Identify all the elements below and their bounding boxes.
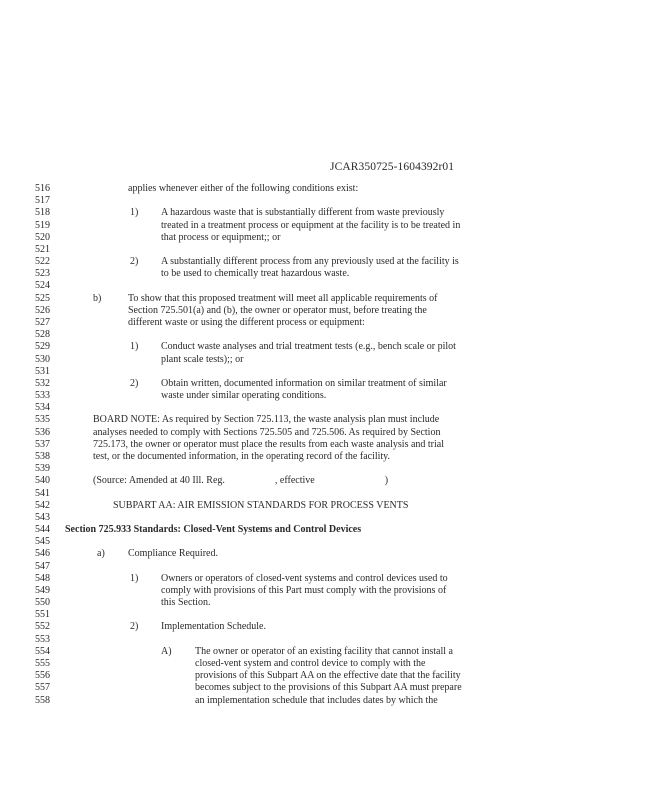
document-line xyxy=(0,658,665,670)
document-line xyxy=(0,488,665,500)
line-text xyxy=(128,548,218,560)
document-line xyxy=(0,305,665,317)
line-text xyxy=(195,695,438,707)
line-text xyxy=(128,305,427,317)
closing-paren: ) xyxy=(384,475,389,487)
document-line xyxy=(0,512,665,524)
line-text-content: to be used to chemically treat hazardous waste. xyxy=(161,268,350,280)
line-text-content: Implementation Schedule. xyxy=(161,621,266,633)
line-text xyxy=(113,500,408,512)
line-number: 551 xyxy=(35,609,50,621)
line-text xyxy=(161,354,243,366)
line-number: 546 xyxy=(35,548,50,560)
line-text xyxy=(93,439,444,451)
document-line xyxy=(0,280,665,292)
item-label: A) xyxy=(161,645,172,657)
document-line xyxy=(0,378,665,390)
document-line xyxy=(0,585,665,597)
document-line xyxy=(0,341,665,353)
document-line xyxy=(0,573,665,585)
item-label: 2) xyxy=(130,621,139,633)
line-text xyxy=(195,682,462,694)
line-number: 537 xyxy=(35,438,50,450)
line-text xyxy=(161,341,456,353)
line-text-content: 725.173, the owner or operator must place the results from each waste analysis and trial xyxy=(93,438,445,450)
document-line xyxy=(0,183,665,195)
line-number: 528 xyxy=(35,329,50,341)
document-line xyxy=(0,354,665,366)
document-line xyxy=(0,451,665,463)
line-text xyxy=(128,183,358,195)
line-text xyxy=(161,256,459,268)
line-number: 544 xyxy=(35,524,50,536)
line-number: 550 xyxy=(35,597,50,609)
line-text-content: this Section. xyxy=(161,597,211,609)
document-line xyxy=(0,232,665,244)
line-number: 517 xyxy=(35,195,50,207)
document-line xyxy=(0,463,665,475)
document-line xyxy=(0,414,665,426)
item-label: a) xyxy=(97,548,105,560)
line-number: 547 xyxy=(35,560,50,572)
line-text xyxy=(161,390,326,402)
document-line xyxy=(0,500,665,512)
line-text-content: BOARD NOTE: As required by Section 725.113, the waste analysis plan must include xyxy=(93,414,440,426)
item-label: 1) xyxy=(130,341,139,353)
line-text-content: waste under similar operating conditions. xyxy=(161,390,327,402)
line-number: 531 xyxy=(35,365,50,377)
document-line xyxy=(0,609,665,621)
document-id: JCAR350725-1604392r01 xyxy=(330,161,455,173)
line-text xyxy=(128,317,365,329)
line-text xyxy=(93,427,440,439)
line-number: 527 xyxy=(35,316,50,328)
line-text-content: To show that this proposed treatment will meet all applicable requirements of xyxy=(128,292,438,304)
line-text xyxy=(161,585,446,597)
line-number: 549 xyxy=(35,584,50,596)
line-text-content: The owner or operator of an existing facility that cannot install a xyxy=(195,645,453,657)
line-text xyxy=(93,451,390,463)
line-text xyxy=(93,414,439,426)
item-label: 2) xyxy=(130,377,139,389)
line-number: 535 xyxy=(35,414,50,426)
line-text-content: comply with provisions of this Part must comply with the provisions of xyxy=(161,584,447,596)
line-number: 548 xyxy=(35,572,50,584)
line-number: 534 xyxy=(35,402,50,414)
document-line xyxy=(0,195,665,207)
line-text-content: Owners or operators of closed-vent systems and control devices used to xyxy=(161,572,448,584)
effective-label: , effective xyxy=(274,475,315,487)
line-text xyxy=(161,573,448,585)
line-number: 554 xyxy=(35,645,50,657)
line-text-content: A hazardous waste that is substantially different from waste previously xyxy=(161,207,445,219)
line-number: 518 xyxy=(35,207,50,219)
line-text-content: test, or the documented information, in the operating record of the facility. xyxy=(93,450,391,462)
document-line xyxy=(0,402,665,414)
document-line xyxy=(0,268,665,280)
document-line xyxy=(0,390,665,402)
section-heading xyxy=(65,524,361,536)
line-number: 543 xyxy=(35,511,50,523)
document-line xyxy=(0,220,665,232)
line-number: 530 xyxy=(35,353,50,365)
line-text-content: Conduct waste analyses and trial treatment tests (e.g., bench scale or pilot xyxy=(161,341,456,353)
document-line xyxy=(0,317,665,329)
document-line xyxy=(0,670,665,682)
line-text xyxy=(93,475,388,487)
line-text-content: (Source: Amended at 40 Ill. Reg. xyxy=(93,475,225,487)
document-line xyxy=(0,682,665,694)
line-number: 558 xyxy=(35,694,50,706)
line-text-content: plant scale tests);; or xyxy=(161,353,244,365)
line-text-content: Obtain written, documented information on similar treatment of similar xyxy=(161,377,447,389)
line-number: 516 xyxy=(35,183,50,194)
line-text xyxy=(195,646,453,658)
document-line xyxy=(0,475,665,487)
line-number: 532 xyxy=(35,377,50,389)
document-line xyxy=(0,329,665,341)
item-label: 1) xyxy=(130,572,139,584)
document-line xyxy=(0,256,665,268)
line-text-content: A substantially different process from any previously used at the facility is xyxy=(161,256,459,268)
document-line xyxy=(0,293,665,305)
line-text xyxy=(195,670,461,682)
line-number: 523 xyxy=(35,268,50,280)
document-line xyxy=(0,646,665,658)
line-text xyxy=(161,597,210,609)
line-number: 526 xyxy=(35,304,50,316)
document-line xyxy=(0,561,665,573)
line-number: 538 xyxy=(35,450,50,462)
line-number: 529 xyxy=(35,341,50,353)
line-text-content: closed-vent system and control device to comply with the xyxy=(195,658,426,670)
line-number: 524 xyxy=(35,280,50,292)
line-number: 522 xyxy=(35,256,50,268)
line-text xyxy=(161,621,266,633)
document-line xyxy=(0,536,665,548)
line-number: 521 xyxy=(35,243,50,255)
line-text-content: SUBPART AA: AIR EMISSION STANDARDS FOR PROCESS VENTS xyxy=(113,499,409,511)
line-text-content: Compliance Required. xyxy=(128,548,218,560)
document-line xyxy=(0,621,665,633)
document-line xyxy=(0,524,665,536)
line-text xyxy=(195,658,426,670)
line-number: 536 xyxy=(35,426,50,438)
document-line xyxy=(0,695,665,707)
line-number: 557 xyxy=(35,682,50,694)
line-number: 555 xyxy=(35,658,50,670)
line-text xyxy=(161,378,447,390)
line-number: 541 xyxy=(35,487,50,499)
document-line xyxy=(0,548,665,560)
document-line xyxy=(0,207,665,219)
document-line xyxy=(0,634,665,646)
line-number: 533 xyxy=(35,390,50,402)
line-text-content: analyses needed to comply with Sections 725.505 and 725.506. As required by Section xyxy=(93,426,441,438)
line-text-content: provisions of this Subpart AA on the effective date that the facility xyxy=(195,670,461,682)
line-text-content: an implementation schedule that includes dates by which the xyxy=(195,694,438,706)
document-line xyxy=(0,366,665,378)
line-text-content: applies whenever either of the following conditions exist: xyxy=(128,183,359,194)
line-text xyxy=(161,207,444,219)
line-text-content: treated in a treatment process or equipment at the facility is to be treated in xyxy=(161,219,461,231)
document-line xyxy=(0,597,665,609)
line-text-content: Section 725.933 Standards: Closed-Vent Systems and Control Devices xyxy=(65,524,362,536)
line-number: 525 xyxy=(35,292,50,304)
document-line xyxy=(0,427,665,439)
line-number: 556 xyxy=(35,670,50,682)
item-label: b) xyxy=(93,292,102,304)
item-label: 1) xyxy=(130,207,139,219)
item-label: 2) xyxy=(130,256,139,268)
line-text xyxy=(161,220,460,232)
line-text xyxy=(161,268,349,280)
line-number: 539 xyxy=(35,463,50,475)
line-number: 542 xyxy=(35,499,50,511)
document-line xyxy=(0,439,665,451)
line-text-content: becomes subject to the provisions of this Subpart AA must prepare xyxy=(195,682,462,694)
line-number: 553 xyxy=(35,633,50,645)
line-number: 552 xyxy=(35,621,50,633)
line-text xyxy=(161,232,280,244)
line-text xyxy=(128,293,438,305)
line-number: 520 xyxy=(35,231,50,243)
line-number: 545 xyxy=(35,536,50,548)
line-text-content: Section 725.501(a) and (b), the owner or operator must, before treating the xyxy=(128,304,427,316)
line-number: 519 xyxy=(35,219,50,231)
line-text-content: different waste or using the different process or equipment: xyxy=(128,316,365,328)
line-text-content: that process or equipment;; or xyxy=(161,231,281,243)
document-line xyxy=(0,244,665,256)
line-number: 540 xyxy=(35,475,50,487)
